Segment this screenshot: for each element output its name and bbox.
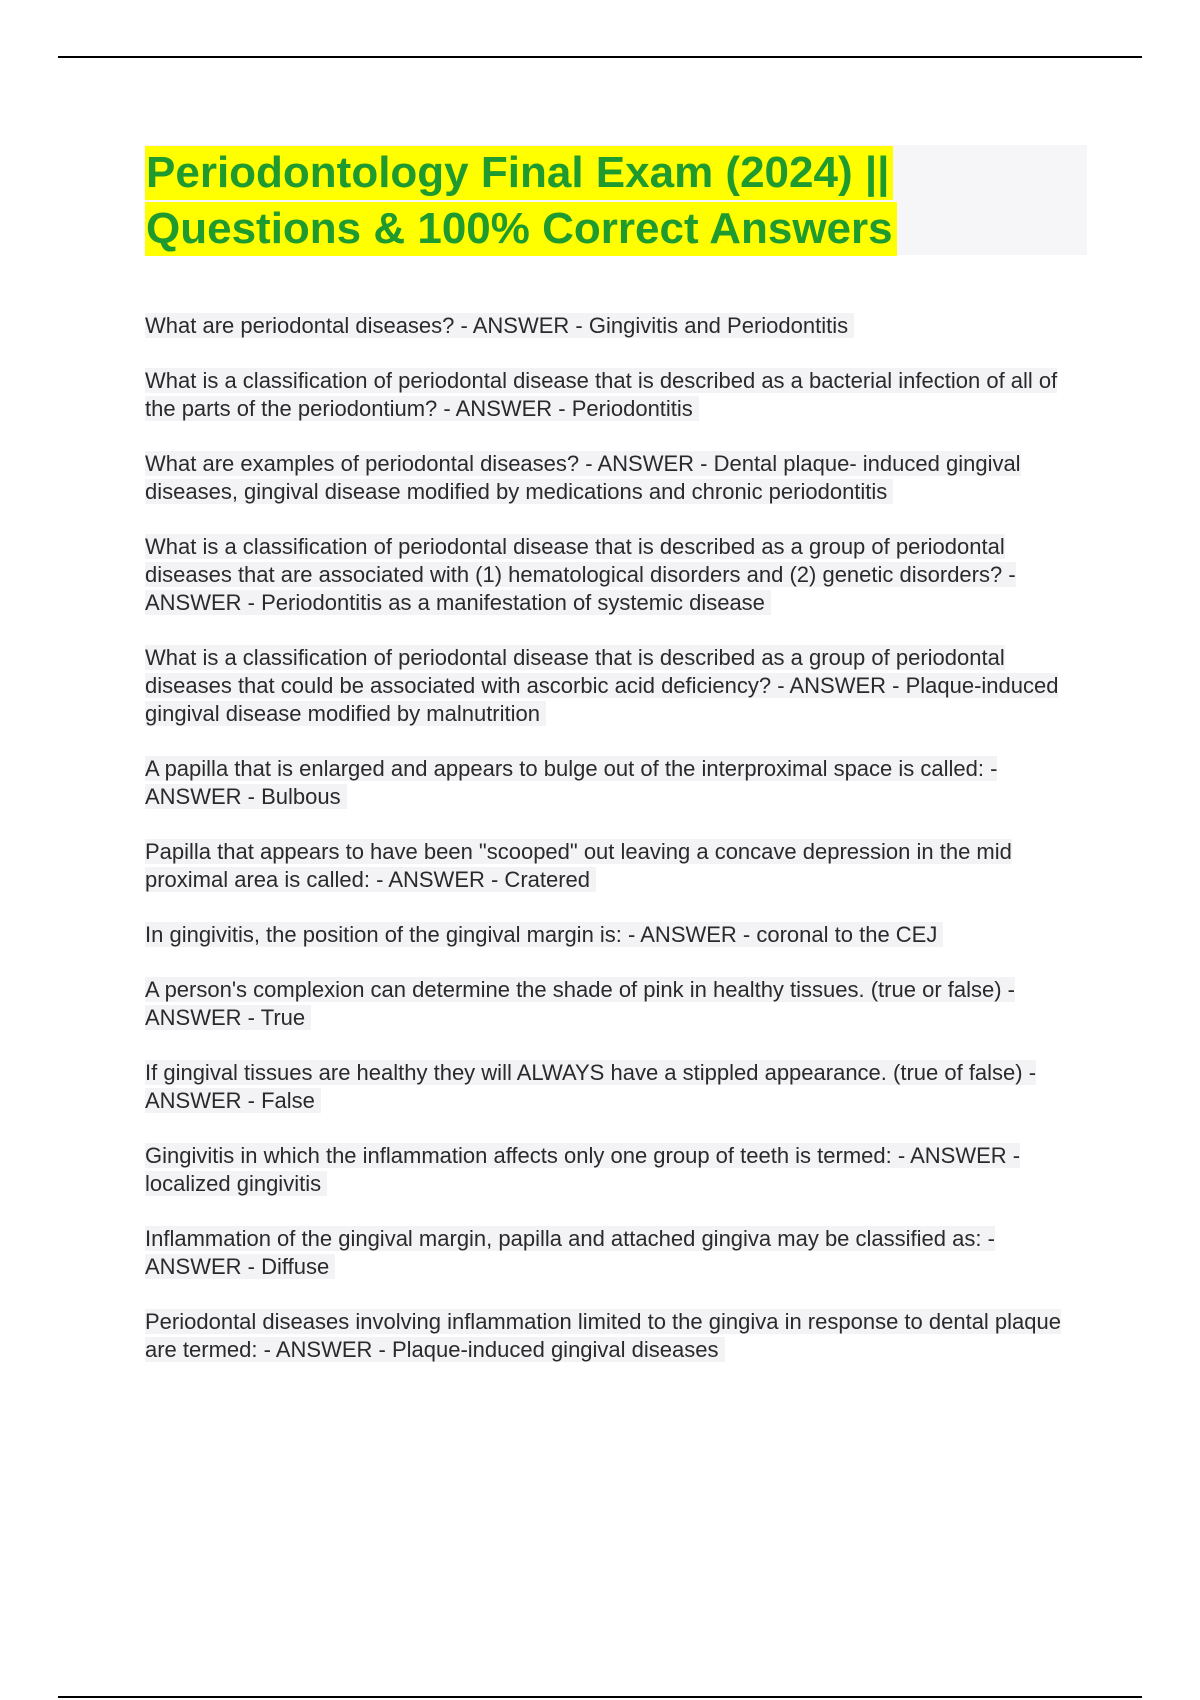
qa-item: [145, 312, 1090, 340]
document-title-line-2: Questions & 100% Correct Answers: [145, 202, 897, 256]
qa-item: [145, 644, 1090, 728]
page-bottom-rule: [58, 1696, 1142, 1698]
qa-item: [145, 450, 1090, 506]
qa-text: Inflammation of the gingival margin, papilla and attached gingiva may be classified as: - ANSWER - Diffuse: [145, 1226, 995, 1279]
qa-text: What is a classification of periodontal disease that is described as a group of periodontal diseases that could be associated with ascorbic acid deficiency? - ANSWER - Plaque-induced gingival disease modified by malnutrition: [145, 645, 1059, 726]
qa-item: [145, 1225, 1090, 1281]
qa-text: What are periodontal diseases? - ANSWER - Gingivitis and Periodontitis: [145, 313, 854, 338]
qa-item: [145, 1059, 1090, 1115]
qa-text: In gingivitis, the position of the gingival margin is: - ANSWER - coronal to the CEJ: [145, 922, 943, 947]
qa-text: What is a classification of periodontal disease that is described as a bacterial infection of all of the parts of the periodontium? - ANSWER - Periodontitis: [145, 368, 1058, 421]
qa-item: [145, 976, 1090, 1032]
qa-item: [145, 921, 1090, 949]
qa-item: [145, 838, 1090, 894]
qa-text: A person's complexion can determine the shade of pink in healthy tissues. (true or false) - ANSWER - True: [145, 977, 1015, 1030]
qa-item: [145, 755, 1090, 811]
qa-text: If gingival tissues are healthy they will ALWAYS have a stippled appearance. (true of false) - ANSWER - False: [145, 1060, 1037, 1113]
qa-text: What is a classification of periodontal disease that is described as a group of periodontal diseases that are associated with (1) hematological disorders and (2) genetic disorders? - ANSWER - Periodontitis as a manifestation of systemic disease: [145, 534, 1016, 615]
page-top-rule: [58, 56, 1142, 58]
qa-item: [145, 533, 1090, 617]
qa-text: A papilla that is enlarged and appears to bulge out of the interproximal space is called: - ANSWER - Bulbous: [145, 756, 998, 809]
qa-text: What are examples of periodontal diseases? - ANSWER - Dental plaque- induced gingival diseases, gingival disease modified by medications and chronic periodontitis: [145, 451, 1021, 504]
qa-item: [145, 1308, 1090, 1364]
qa-list: [145, 312, 1090, 1391]
qa-item: [145, 367, 1090, 423]
document-title-line-1: Periodontology Final Exam (2024) ||: [145, 146, 893, 200]
qa-text: Periodontal diseases involving inflammation limited to the gingiva in response to dental plaque are termed: - ANSWER - Plaque-induced gingival diseases: [145, 1309, 1061, 1362]
qa-text: Gingivitis in which the inflammation affects only one group of teeth is termed: - ANSWER - localized gingivitis: [145, 1143, 1021, 1196]
qa-item: [145, 1142, 1090, 1198]
qa-text: Papilla that appears to have been "scooped" out leaving a concave depression in the mid proximal area is called: - ANSWER - Cratered: [145, 839, 1012, 892]
